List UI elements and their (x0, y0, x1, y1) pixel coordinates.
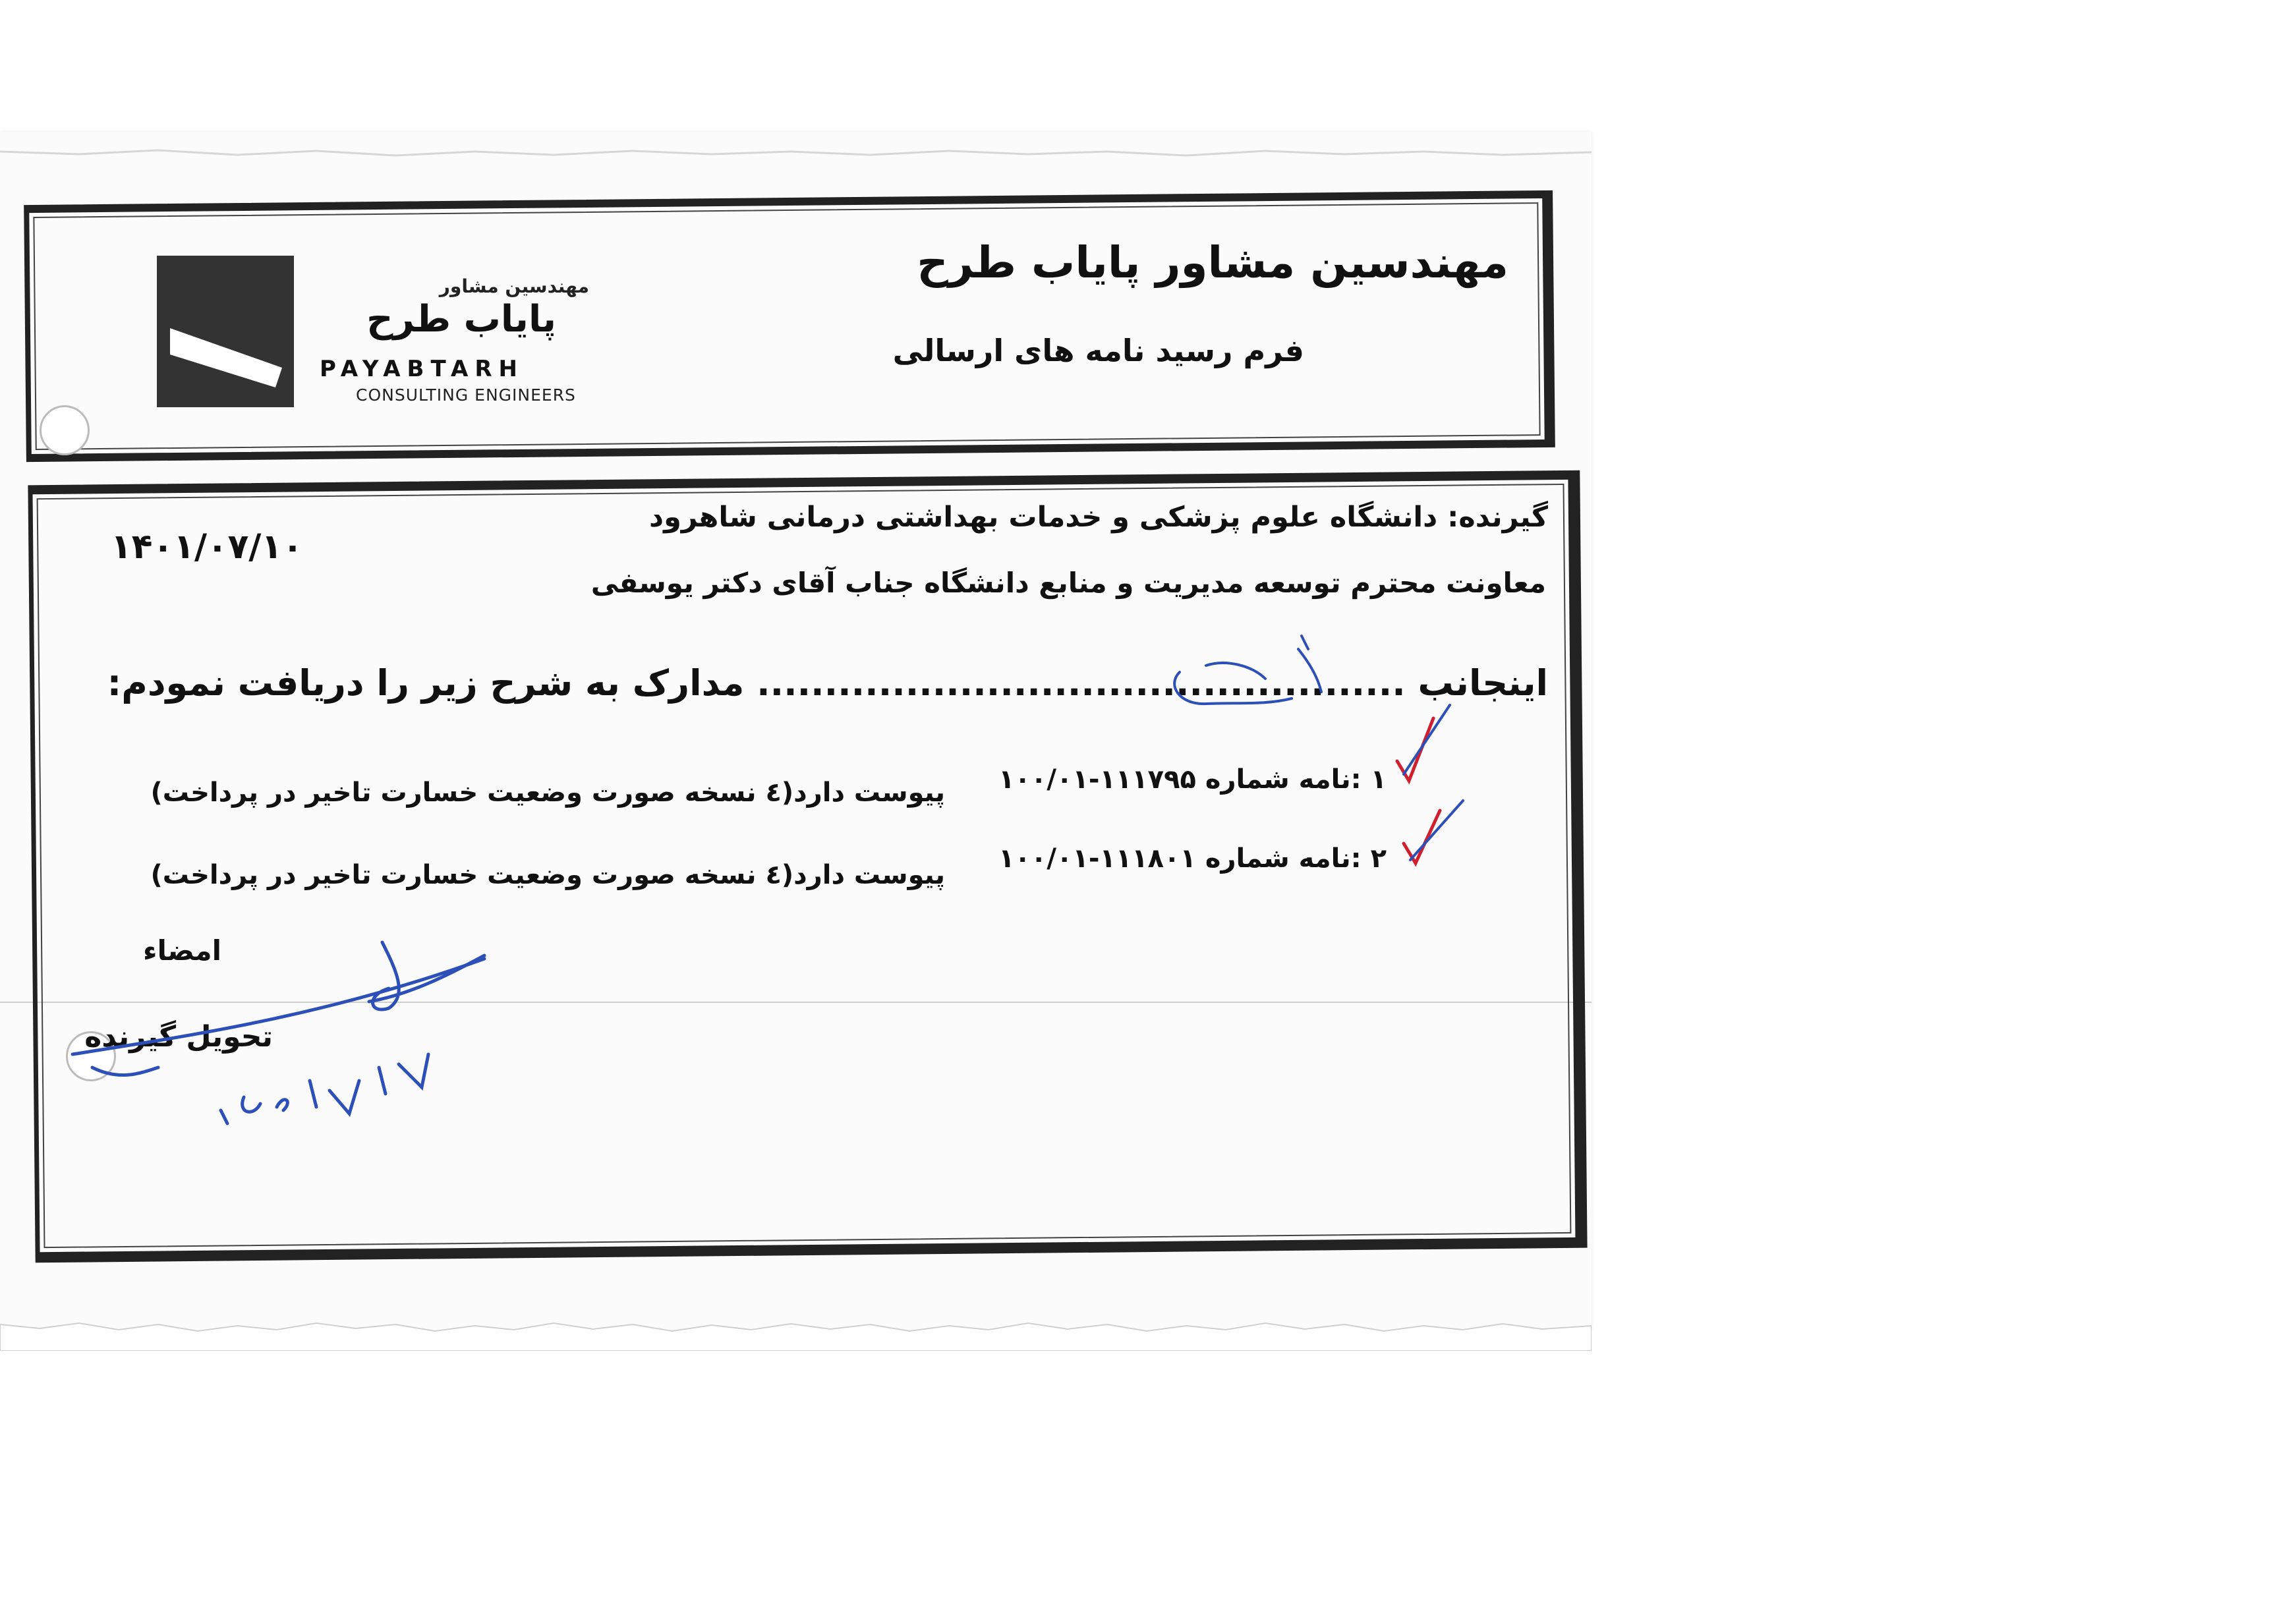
receiver-label: تحویل گیرنده (84, 1020, 273, 1054)
company-title: مهندسین مشاور پایاب طرح (917, 237, 1508, 288)
form-title: فرم رسید نامه های ارسالی (892, 333, 1304, 368)
handwritten-name-signature (1174, 636, 1321, 704)
item-2-label: ۲ :نامه شماره ۱۱۱۸۰۱-۱۰۰/۰۱ (998, 843, 1387, 874)
signature-label: امضاء (142, 934, 221, 967)
item-1-label: ۱ :نامه شماره ۱۱۱۷۹۵-۱۰۰/۰۱ (998, 764, 1387, 795)
handwritten-signature (72, 942, 484, 1075)
item-2-attachment: پیوست دارد(٤ نسخه صورت وضعیت خسارت تاخیر در پرداخت) (150, 860, 945, 890)
intro-line: اینجانب ................................................ مدارک به شرح زیر را دریافت نمودم: (107, 662, 1548, 704)
logo-text-en: PAYABTARH (320, 356, 524, 382)
deputy-line: معاونت محترم توسعه مدیریت و منابع دانشگاه جناب آقای دکتر یوسفی (590, 567, 1546, 599)
red-check-mark-2 (1404, 810, 1440, 863)
logo-text-fa-small: مهندسین مشاور (439, 275, 589, 297)
recipient-line: گیرنده: دانشگاه علوم پزشکی و خدمات بهداشتی درمانی شاهرود (649, 501, 1548, 534)
logo-text-en-sub: CONSULTING ENGINEERS (356, 385, 576, 405)
logo-text-fa-big: پایاب طرح (366, 298, 556, 341)
blue-check-mark-2 (1410, 801, 1463, 860)
handwritten-date (221, 1054, 428, 1123)
red-check-mark-1 (1397, 718, 1433, 781)
item-1-attachment: پیوست دارد(٤ نسخه صورت وضعیت خسارت تاخیر در پرداخت) (150, 778, 945, 808)
blue-check-mark-1 (1404, 705, 1450, 774)
letter-date: ۱۴۰۱/۰۷/۱۰ (111, 527, 303, 567)
